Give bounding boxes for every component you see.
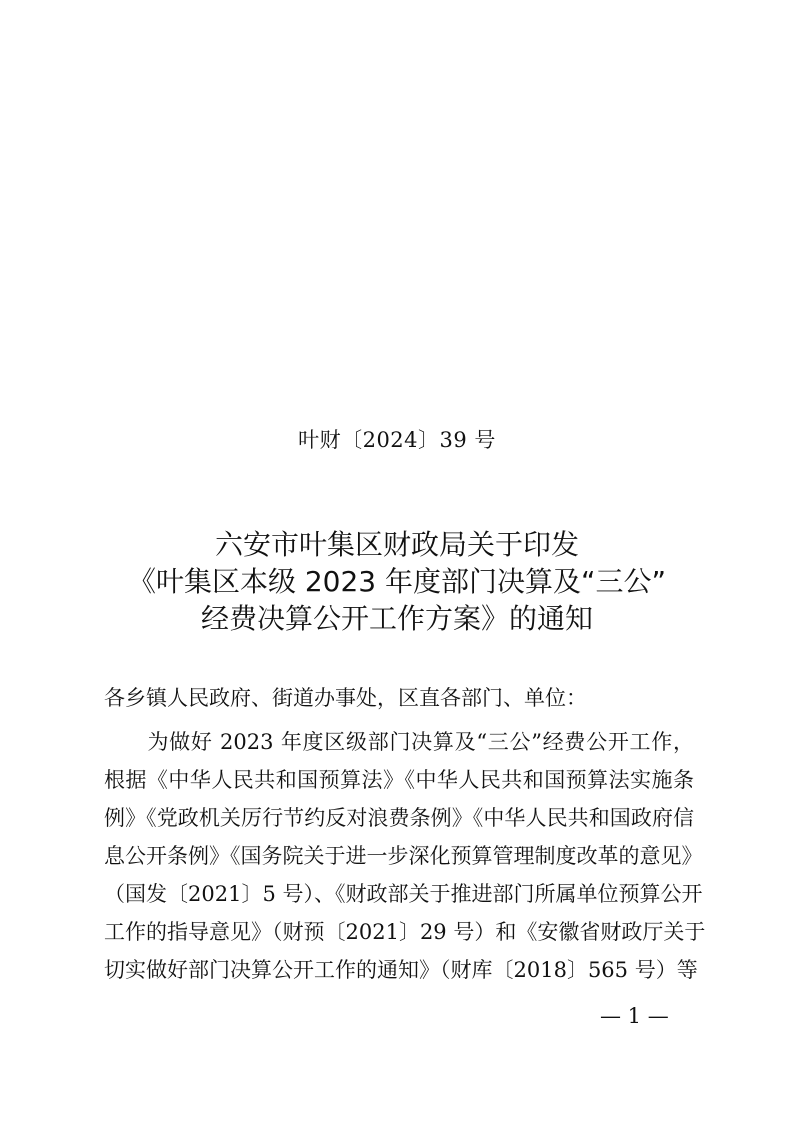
document-title xyxy=(0,526,794,637)
body-line: 例》《党政机关厉行节约反对浪费条例》《中华人民共和国政府信 xyxy=(104,806,694,830)
title-line-3: 经费决算公开工作方案》的通知 xyxy=(200,602,593,635)
body-line: （国发〔2021〕5 号）、《财政部关于推进部门所属单位预算公开 xyxy=(104,882,703,906)
title-line-1: 六安市叶集区财政局关于印发 xyxy=(214,528,579,561)
body-line: 为做好 2023 年度区级部门决算及“三公”经费公开工作， xyxy=(104,730,694,754)
page-number: — 1 — xyxy=(600,1004,669,1028)
body-line: 息公开条例》《国务院关于进一步深化预算管理制度改革的意见》 xyxy=(104,844,703,868)
body-line: 工作的指导意见》（财预〔2021〕29 号）和《安徽省财政厅关于 xyxy=(104,920,706,944)
body-line: 根据《中华人民共和国预算法》《中华人民共和国预算法实施条 xyxy=(104,768,694,792)
salutation: 各乡镇人民政府、街道办事处，区直各部门、单位： xyxy=(104,686,587,710)
title-line-2: 《叶集区本级 2023 年度部门决算及“三公” xyxy=(127,565,667,598)
body-line: 切实做好部门决算公开工作的通知》（财库〔2018〕565 号）等 xyxy=(104,958,698,982)
document-number: 叶财〔2024〕39 号 xyxy=(298,428,496,452)
